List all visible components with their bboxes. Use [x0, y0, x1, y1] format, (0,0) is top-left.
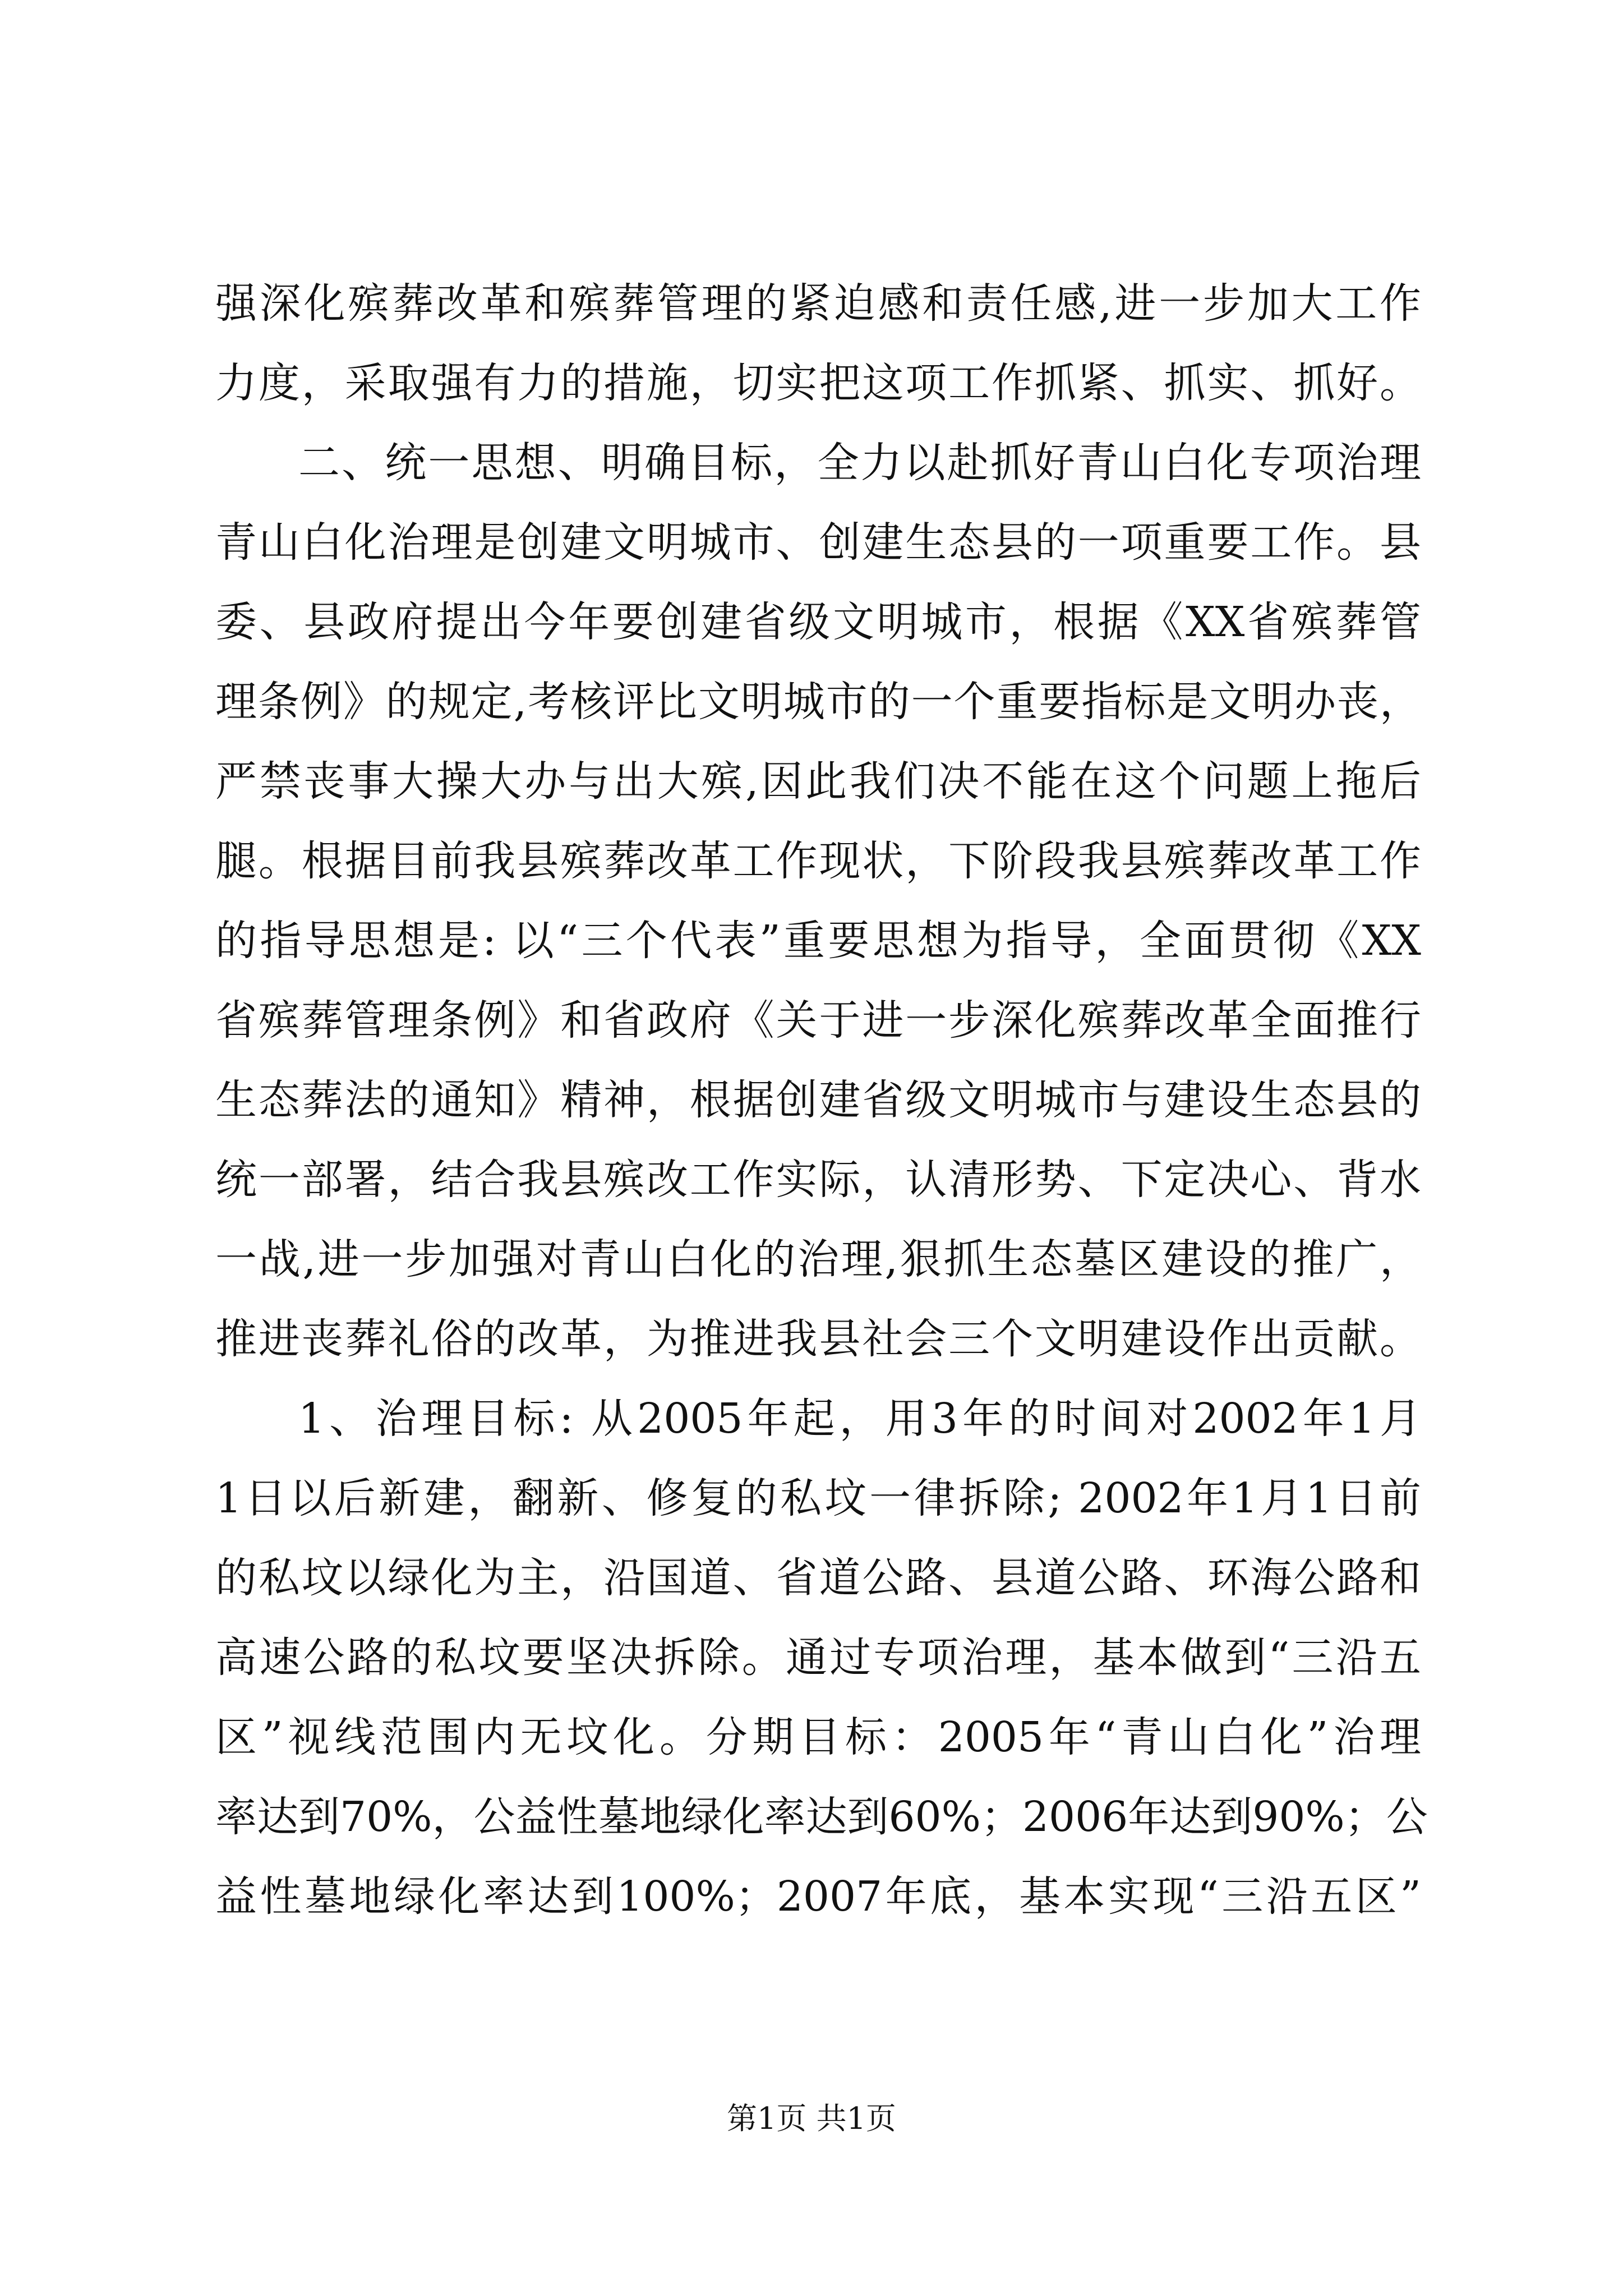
document-body [215, 264, 1428, 1936]
text-line: 一战,进一步加强对青山白化的治理,狠抓生态墓区建设的推广， [215, 1235, 1421, 1283]
page-number-label: 第1页 共1页 [727, 2101, 896, 2136]
text-line: 1、治理目标: 从2005年起，用3年的时间对2002年1月 [298, 1395, 1421, 1443]
page-footer [0, 2099, 1623, 2138]
text-line: 强深化殡葬改革和殡葬管理的紧迫感和责任感,进一步加大工作 [215, 279, 1421, 328]
text-line: 推进丧葬礼俗的改革，为推进我县社会三个文明建设作出贡献。 [215, 1315, 1421, 1363]
text-line: 委、县政府提出今年要创建省级文明城市，根据《XX省殡葬管 [215, 598, 1421, 646]
text-line: 的私坟以绿化为主，沿国道、省道公路、县道公路、环海公路和 [215, 1554, 1421, 1602]
text-line: 省殡葬管理条例》和省政府《关于进一步深化殡葬改革全面推行 [215, 996, 1421, 1045]
text-line: 的指导思想是: 以“三个代表”重要思想为指导，全面贯彻《XX [215, 917, 1421, 965]
text-line: 统一部署，结合我县殡改工作实际，认清形势、下定决心、背水 [215, 1156, 1421, 1204]
text-line: 高速公路的私坟要坚决拆除。通过专项治理，基本做到“三沿五 [215, 1634, 1421, 1682]
text-line: 1日以后新建，翻新、修复的私坟一律拆除; 2002年1月1日前 [215, 1474, 1421, 1522]
section-heading: 二、统一思想、明确目标，全力以赴抓好青山白化专项治理 [298, 439, 1421, 487]
text-line: 青山白化治理是创建文明城市、创建生态县的一项重要工作。县 [215, 518, 1421, 567]
text-line: 力度，采取强有力的措施，切实把这项工作抓紧、抓实、抓好。 [215, 359, 1421, 407]
text-line: 腿。根据目前我县殡葬改革工作现状，下阶段我县殡葬改革工作 [215, 837, 1421, 885]
text-line: 区”视线范围内无坟化。分期目标：2005年“青山白化”治理 [215, 1713, 1421, 1761]
text-line: 生态葬法的通知》精神，根据创建省级文明城市与建设生态县的 [215, 1076, 1421, 1124]
text-line: 理条例》的规定,考核评比文明城市的一个重要指标是文明办丧， [215, 678, 1421, 726]
text-line: 益性墓地绿化率达到100%；2007年底，基本实现“三沿五区” [215, 1872, 1421, 1921]
text-line: 严禁丧事大操大办与出大殡,因此我们决不能在这个问题上拖后 [215, 757, 1421, 806]
text-line: 率达到70%，公益性墓地绿化率达到60%；2006年达到90%；公 [215, 1793, 1428, 1841]
